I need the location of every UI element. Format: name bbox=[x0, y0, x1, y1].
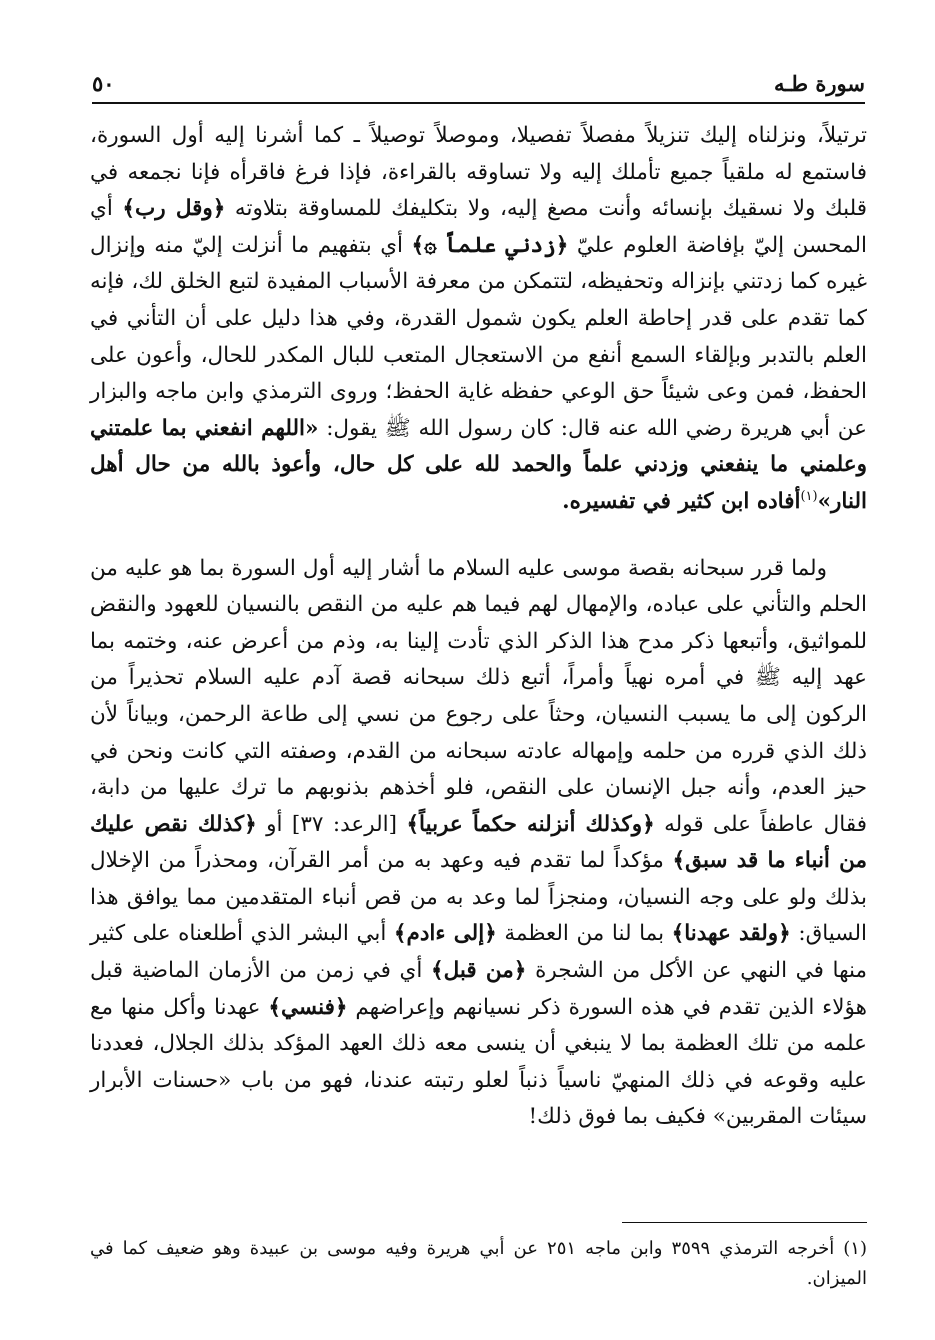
quran-quote: ﴿زدني علماً ۞﴾ bbox=[411, 232, 569, 258]
text-run: عهدنا وأكل منها مع علمه من تلك العظمة بما لا ينبغي أن ينسى معه ذلك العهد المؤكد بذلك الجلال، فعددنا عليه وقوعه في ذلك المنهيّ ناسياً ذنباً لعلو رتبته عندنا، فهو من باب «حسنات الأبرار سيئات المقربين» فكيف بما فوق ذلك! bbox=[90, 994, 867, 1130]
footnote-reference: (١) bbox=[800, 488, 818, 504]
footnote-text: أخرجه الترمذي ٣٥٩٩ وابن ماجه ٢٥١ عن أبي هريرة وفيه موسى بن عبيدة وهو ضعيف كما في الميزان. bbox=[90, 1238, 867, 1289]
text-run: أي في زمن من الأزمان الماضية قبل هؤلاء الذين تقدم في هذه السورة ذكر نسيانهم وإعراضهم bbox=[90, 958, 867, 1020]
footnote bbox=[90, 1234, 867, 1294]
quran-quote: ﴿من قبل﴾ bbox=[430, 958, 527, 984]
text-run: أي المحسن إليّ بإفاضة العلوم عليّ bbox=[90, 196, 867, 258]
quran-quote: ﴿كذلك نقص عليك من أنباء ما قد سبق﴾ bbox=[90, 811, 867, 874]
page-number: ٥٠ bbox=[92, 71, 115, 96]
footnote-divider bbox=[622, 1222, 867, 1223]
text-run: أي بتفهيم ما أنزلت إليّ منه وإنزال غيره كما زدتني بإنزاله وتحفيظه، لتتمكن من معرفة الأسباب المفيدة لتبع الخلق لك، فإنه كما تقدم على قدر إحاطة العلم يكون شمول القدرة، وفي هذا دليل على أن التأني في العلم بالتدبر وبإلقاء السمع أنفع من الاستعجال المتعب للبال المكدر للحال، وأعون على الحفظ، فمن وعى شيئاً حق الوعي حفظه غاية الحفظ؛ وروى الترمذي وابن ماجه والبزار عن أبي هريرة رضي الله عنه قال: كان رسول الله ﷺ يقول: bbox=[90, 232, 867, 441]
page-header bbox=[92, 70, 865, 104]
text-run: مؤكداً لما تقدم فيه وعهد به من أمر القرآن، ومحذراً من الإخلال بذلك ولو على وجه النسيان، ومنجزاً لما وعد به من قص أنباء المتقدمين مما يوافق هذا السياق: bbox=[90, 848, 867, 947]
running-title: سورة طـه bbox=[773, 71, 865, 96]
text-run: ولما قرر سبحانه بقصة موسى عليه السلام ما أشار إليه أول السورة بما هو عليه من الحلم والتأني على عباده، والإمهال لهم فيما هم عليه من النقص بالنسيان للعهود والنقض للمواثيق، وأتبعها ذكر مدح هذا الذكر الذي تأدت إلينا به، وذم من أعرض عنه، وختمه بما عهد إليه ﷺ في أمره نهياً وأمراً، أتبع ذلك سبحانه قصة آدم عليه السلام تحذيراً من الركون إلى ما يسبب النسيان، وحثاً على رجوع من نسي إلى طاعة الرحمن، وبياناً لأن ذلك الذي قرره من حلمه وإمهاله عادته سبحانه من القدم، وصفته التي كانت ونحن في حيز العدم، وأنه جبل الإنسان على النقص، فلو أخذهم بذنوبهم ما ترك عليها من دابة، فقال عاطفاً على قوله bbox=[90, 555, 867, 837]
footnote-number: (١) bbox=[843, 1238, 867, 1259]
quran-quote: ﴿إلى ءادم﴾ bbox=[393, 921, 497, 947]
text-run: [الرعد: ٣٧] أو bbox=[256, 811, 407, 837]
paragraph-2 bbox=[90, 551, 867, 1137]
quran-quote: ﴿فنسي﴾ bbox=[268, 994, 348, 1020]
paragraph-1 bbox=[90, 118, 867, 521]
text-run: أفاده ابن كثير في تفسيره. bbox=[562, 488, 801, 514]
hadith-quote: «اللهم انفعني بما علمتني وعلمني ما ينفعني وزدني علماً والحمد لله على كل حال، وأعوذ بالله من حال أهل النار» bbox=[90, 415, 867, 514]
quran-quote: ﴿وكذلك أنزلنه حكماً عربياً﴾ bbox=[406, 811, 655, 837]
text-run: ترتيلاً، ونزلناه إليك تنزيلاً مفصلاً تفصيلا، وموصلاً توصيلاً ـ كما أشرنا إليه أول السورة، فاستمع له ملقياً جميع تأملك إليه ولا تساوقه بالقراءة، فإذا فرغ فاقرأه فإنا نجمعه في قلبك ولا نسقيك بإنسائه وأنت مصغ إليه، ولا بتكليفك للمساوقة بتلاوته bbox=[90, 123, 867, 222]
quran-quote: ﴿ولقد عهدنا﴾ bbox=[671, 921, 791, 947]
text-run: أبي البشر الذي أطلعناه على كثير منها في النهي عن الأكل من الشجرة bbox=[90, 921, 867, 984]
text-run: بما لنا من العظمة bbox=[496, 921, 672, 947]
quran-quote: ﴿وقل رب﴾ bbox=[122, 196, 226, 222]
main-text bbox=[90, 118, 867, 1136]
